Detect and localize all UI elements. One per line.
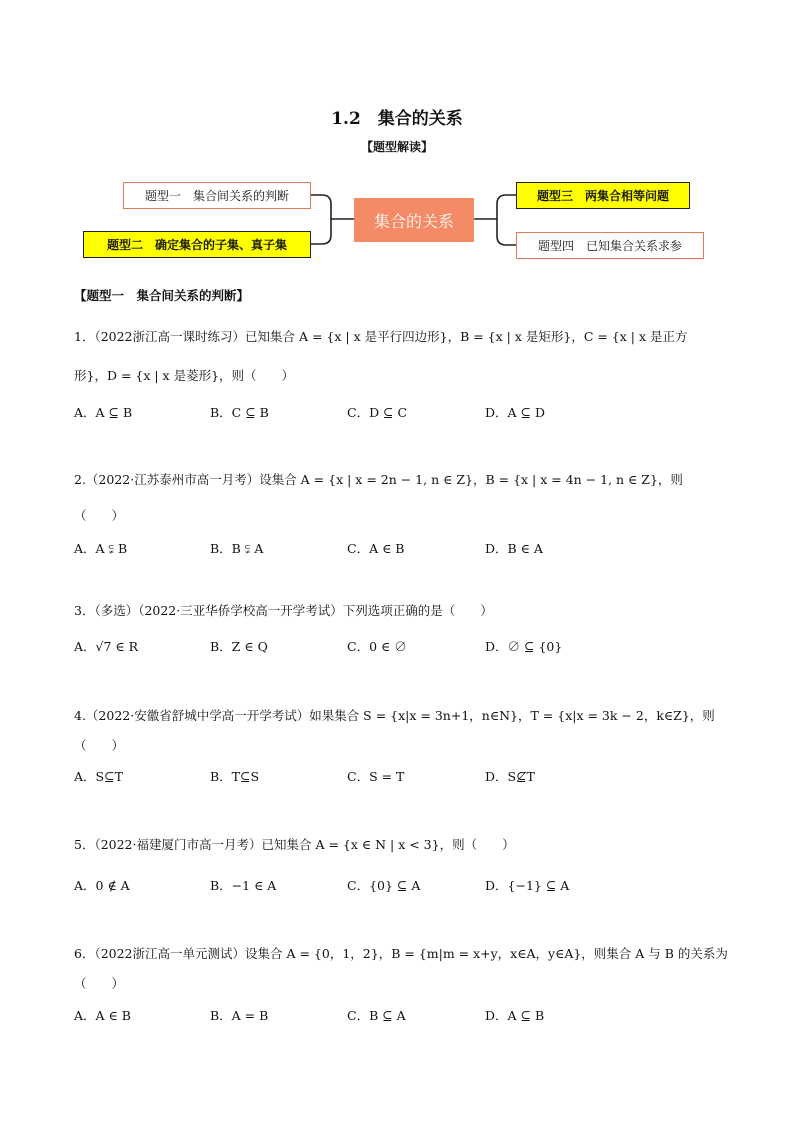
question-1-option-c: C．D ⊆ C [347,405,408,420]
question-3-option-c: C．0 ∈ ∅ [347,639,407,654]
question-4-option-a: A．S⊆T [74,769,123,784]
question-1-option-a: A．A ⊆ B [74,405,133,420]
question-2-option-b: B．B ⫋ A [210,541,264,556]
question-3-option-d: D．∅ ⊆ {0} [485,639,563,654]
mindmap-type2: 题型二 确定集合的子集、真子集 [83,231,311,258]
question-3-stem: 3．（多选）（2022·三亚华侨学校高一开学考试）下列选项正确的是（ ） [74,603,493,618]
mindmap-type3: 题型三 两集合相等问题 [516,182,690,209]
question-5-option-d: D．{−1} ⊆ A [485,878,570,893]
question-3-option-b: B．Z ∈ Q [210,639,268,654]
question-2-stem-cont: （ ） [74,508,125,523]
question-5-option-b: B．−1 ∈ A [210,878,277,893]
question-2-option-d: D．B ∈ A [485,541,543,556]
question-4-option-b: B．T⊆S [210,769,260,784]
mindmap-type4: 题型四 已知集合关系求参 [516,232,704,259]
question-6-stem: 6．（2022浙江高一单元测试）设集合 A = {0，1，2}，B = {m|m = x+y，x∈A，y∈A}，则集合 A 与 B 的关系为 [74,946,728,961]
question-3-option-a: A．√7 ∈ R [74,639,139,654]
question-4-stem-cont: （ ） [74,738,125,753]
mindmap-center: 集合的关系 [354,198,474,242]
question-6-option-b: B．A = B [210,1008,269,1023]
page-title: 1.2 集合的关系 [331,109,463,129]
question-5-option-a: A．0 ∉ A [74,878,130,893]
mindmap-type1: 题型一 集合间关系的判断 [123,182,311,209]
question-6-option-d: D．A ⊆ B [485,1008,545,1023]
question-1-stem: 1．（2022浙江高一课时练习）已知集合 A = {x | x 是平行四边形}，B = {x | x 是矩形}，C = {x | x 是正方 [74,329,688,344]
question-4-stem: 4.（2022·安徽省舒城中学高一开学考试）如果集合 S = {x|x = 3n+1，n∈N}，T = {x|x = 3k − 2，k∈Z}，则 [74,708,715,723]
question-2-option-c: C．A ∈ B [347,541,405,556]
section-heading: 【题型一 集合间关系的判断】 [74,288,250,303]
question-6-stem-cont: （ ） [74,976,125,991]
question-2-option-a: A．A ⫋ B [74,541,128,556]
question-6-option-a: A．A ∈ B [74,1008,131,1023]
question-4-option-c: C．S = T [347,769,405,784]
question-2-stem: 2.（2022·江苏泰州市高一月考）设集合 A = {x | x = 2n − 1, n ∈ Z}，B = {x | x = 4n − 1, n ∈ Z}，则 [74,472,683,487]
page-subtitle: 【题型解读】 [360,140,433,154]
question-1-option-b: B．C ⊆ B [210,405,269,420]
question-5-stem: 5．（2022·福建厦门市高一月考）已知集合 A = {x ∈ N | x < 3}，则（ ） [74,837,515,852]
question-1-stem-cont: 形}，D = {x | x 是菱形}，则（ ） [74,368,295,383]
question-5-option-c: C．{0} ⊆ A [347,878,421,893]
question-1-option-d: D．A ⊆ D [485,405,545,420]
question-6-option-c: C．B ⊆ A [347,1008,406,1023]
question-4-option-d: D．S⊈T [485,769,535,784]
